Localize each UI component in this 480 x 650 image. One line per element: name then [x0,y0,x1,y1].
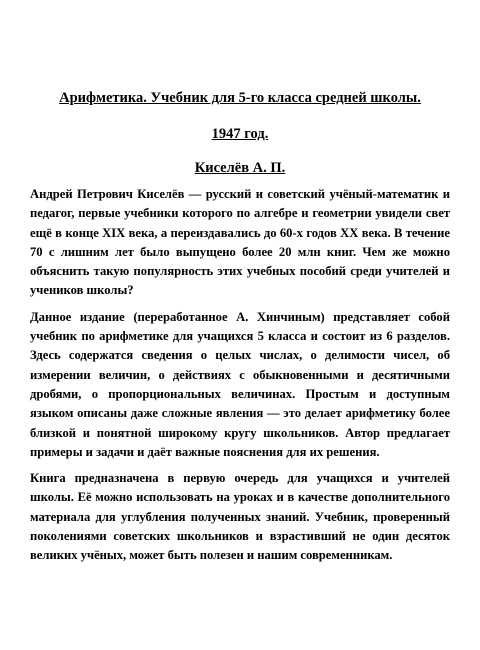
author-name: Киселёв А. П. [194,160,286,176]
paragraph-author-bio: Андрей Петрович Киселёв — русский и советский учёный-математик и педагог, первые учебники которого по алгебре и геометрии увидели свет ещё в конце XIX века, а переиздавались до 60-х годов XX века. В течение 70 с лишним лет было выпущено более 20 млн книг. Чем же можно объяснить такую популярность этих учебных пособий среди учителей и учеников школы? [30,187,450,298]
paragraph-edition-contents: Данное издание (переработанное А. Хинчиным) представляет собой учебник по арифметике для учащихся 5 класса и состоит из 6 разделов. Здесь содержатся сведения о целых числах, о делимости чисел, об измерении величин, о действиях с обыкновенными и десятичными дробями, о пропорциональных величинах. Простым и доступным языком описаны даже сложные явления — это делает арифметику более близкой и понятной широкому кругу школьников. Автор предлагает примеры и задачи и даёт важные пояснения для их решения. [30,309,450,459]
document-title: Арифметика. Учебник для 5-го класса средней школы. [59,90,421,106]
paragraph-audience: Книга предназначена в первую очередь для учащихся и учителей школы. Её можно использовать на уроках и в качестве дополнительного материала для углубления полученных знаний. Учебник, проверенный поколениями советских школьников и взрастивший не один десяток великих учёных, может быть полезен и нашим современникам. [30,471,450,563]
publication-year: 1947 год. [211,126,269,142]
